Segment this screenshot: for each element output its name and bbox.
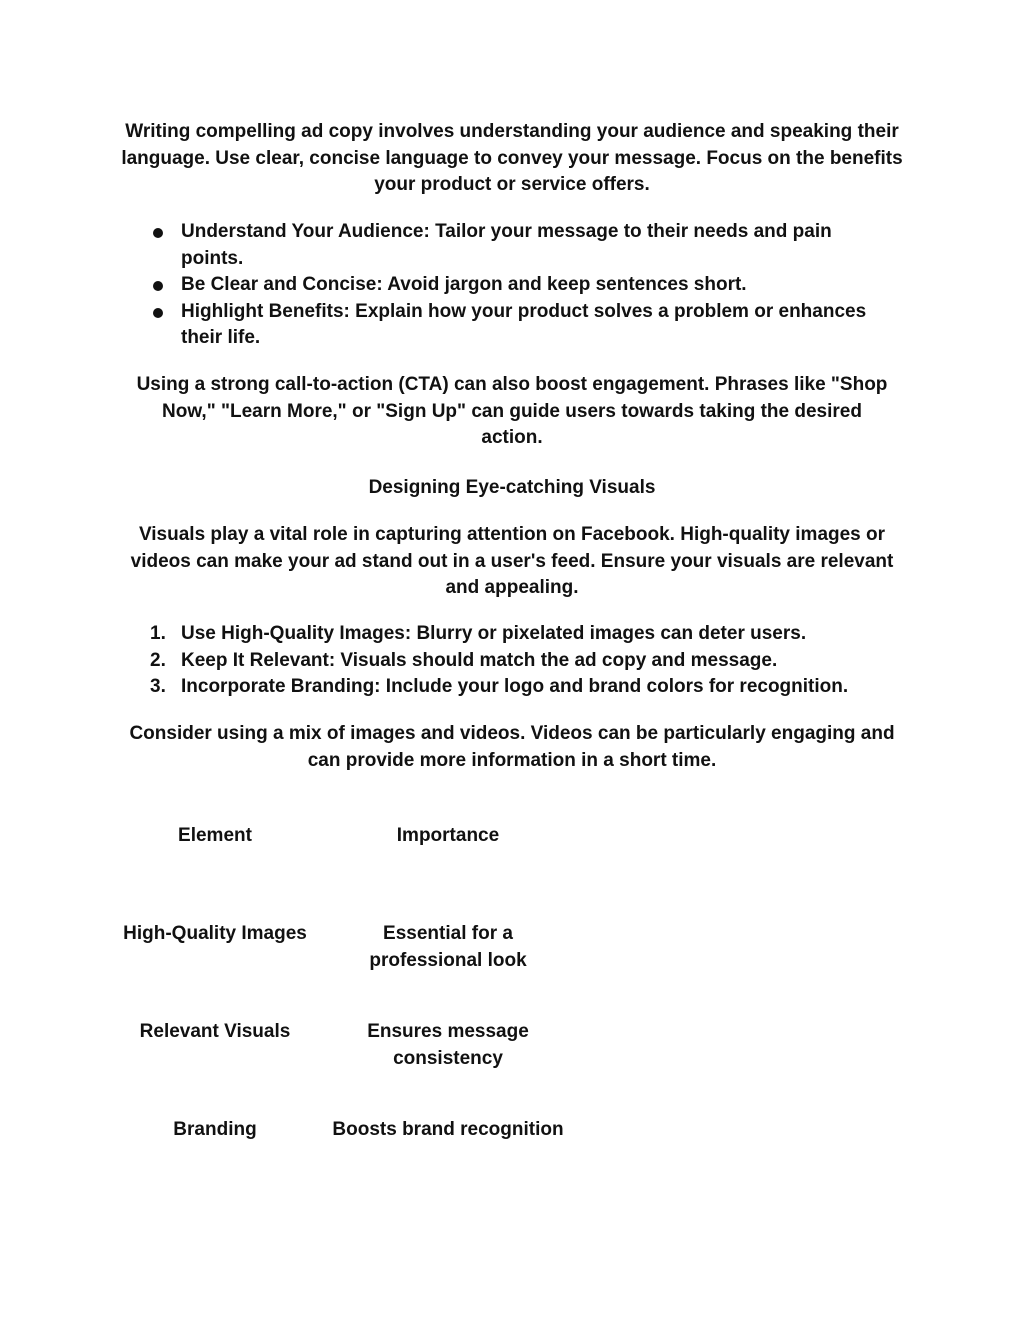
table-header-row	[100, 810, 566, 907]
ad-copy-bullet-list	[112, 219, 892, 352]
list-item-text: Keep It Relevant: Visuals should match the ad copy and message.	[181, 649, 778, 671]
list-number: 2.	[150, 649, 166, 671]
table-cell: Branding	[173, 1119, 257, 1140]
table-row	[100, 1103, 566, 1201]
list-item-text: Be Clear and Concise: Avoid jargon and keep sentences short.	[181, 274, 747, 295]
section-heading: Designing Eye-catching Visuals	[368, 477, 656, 498]
list-item	[112, 219, 892, 272]
visuals-paragraph: Visuals play a vital role in capturing attention on Facebook. High-quality images or videos can make your ad stand out in a user's feed. Ensure your visuals are relevant and appealing.	[130, 524, 894, 598]
list-item-text: Understand Your Audience: Tailor your message to their needs and pain points.	[181, 221, 832, 269]
table-cell: Essential for a professional look	[369, 923, 527, 971]
list-item	[112, 272, 892, 299]
visual-elements-table	[100, 810, 566, 1201]
visuals-numbered-list	[112, 621, 912, 701]
bullet-icon	[153, 308, 163, 318]
bullet-icon	[153, 228, 163, 238]
list-item	[112, 621, 912, 648]
list-item-text: Use High-Quality Images: Blurry or pixelated images can deter users.	[181, 623, 807, 644]
table-cell: Ensures message consistency	[367, 1021, 529, 1069]
list-item	[112, 299, 892, 352]
table-cell: High-Quality Images	[123, 923, 307, 944]
list-item	[112, 648, 912, 675]
table-row	[100, 1005, 566, 1103]
closing-paragraph: Consider using a mix of images and videos. Videos can be particularly engaging and can provide more information in a short time.	[129, 723, 895, 771]
list-item-text: Incorporate Branding: Include your logo and brand colors for recognition.	[181, 676, 849, 697]
intro-paragraph: Writing compelling ad copy involves understanding your audience and speaking their language. Use clear, concise language to convey your message. Focus on the benefits your product or service offers.	[121, 121, 903, 195]
bullet-icon	[153, 281, 163, 291]
table-header-cell: Importance	[396, 825, 500, 846]
table-cell: Relevant Visuals	[139, 1021, 291, 1042]
table-header-cell: Element	[178, 825, 252, 846]
list-item	[112, 674, 912, 701]
table-cell: Boosts brand recognition	[332, 1119, 564, 1140]
list-item-text: Highlight Benefits: Explain how your product solves a problem or enhances their life.	[181, 300, 867, 348]
list-number: 1.	[150, 623, 166, 644]
list-number: 3.	[150, 676, 166, 697]
table-row	[100, 907, 566, 1005]
cta-paragraph: Using a strong call-to-action (CTA) can also boost engagement. Phrases like "Shop Now," "Learn More," or "Sign Up" can guide users towards taking the desired action.	[136, 374, 888, 448]
